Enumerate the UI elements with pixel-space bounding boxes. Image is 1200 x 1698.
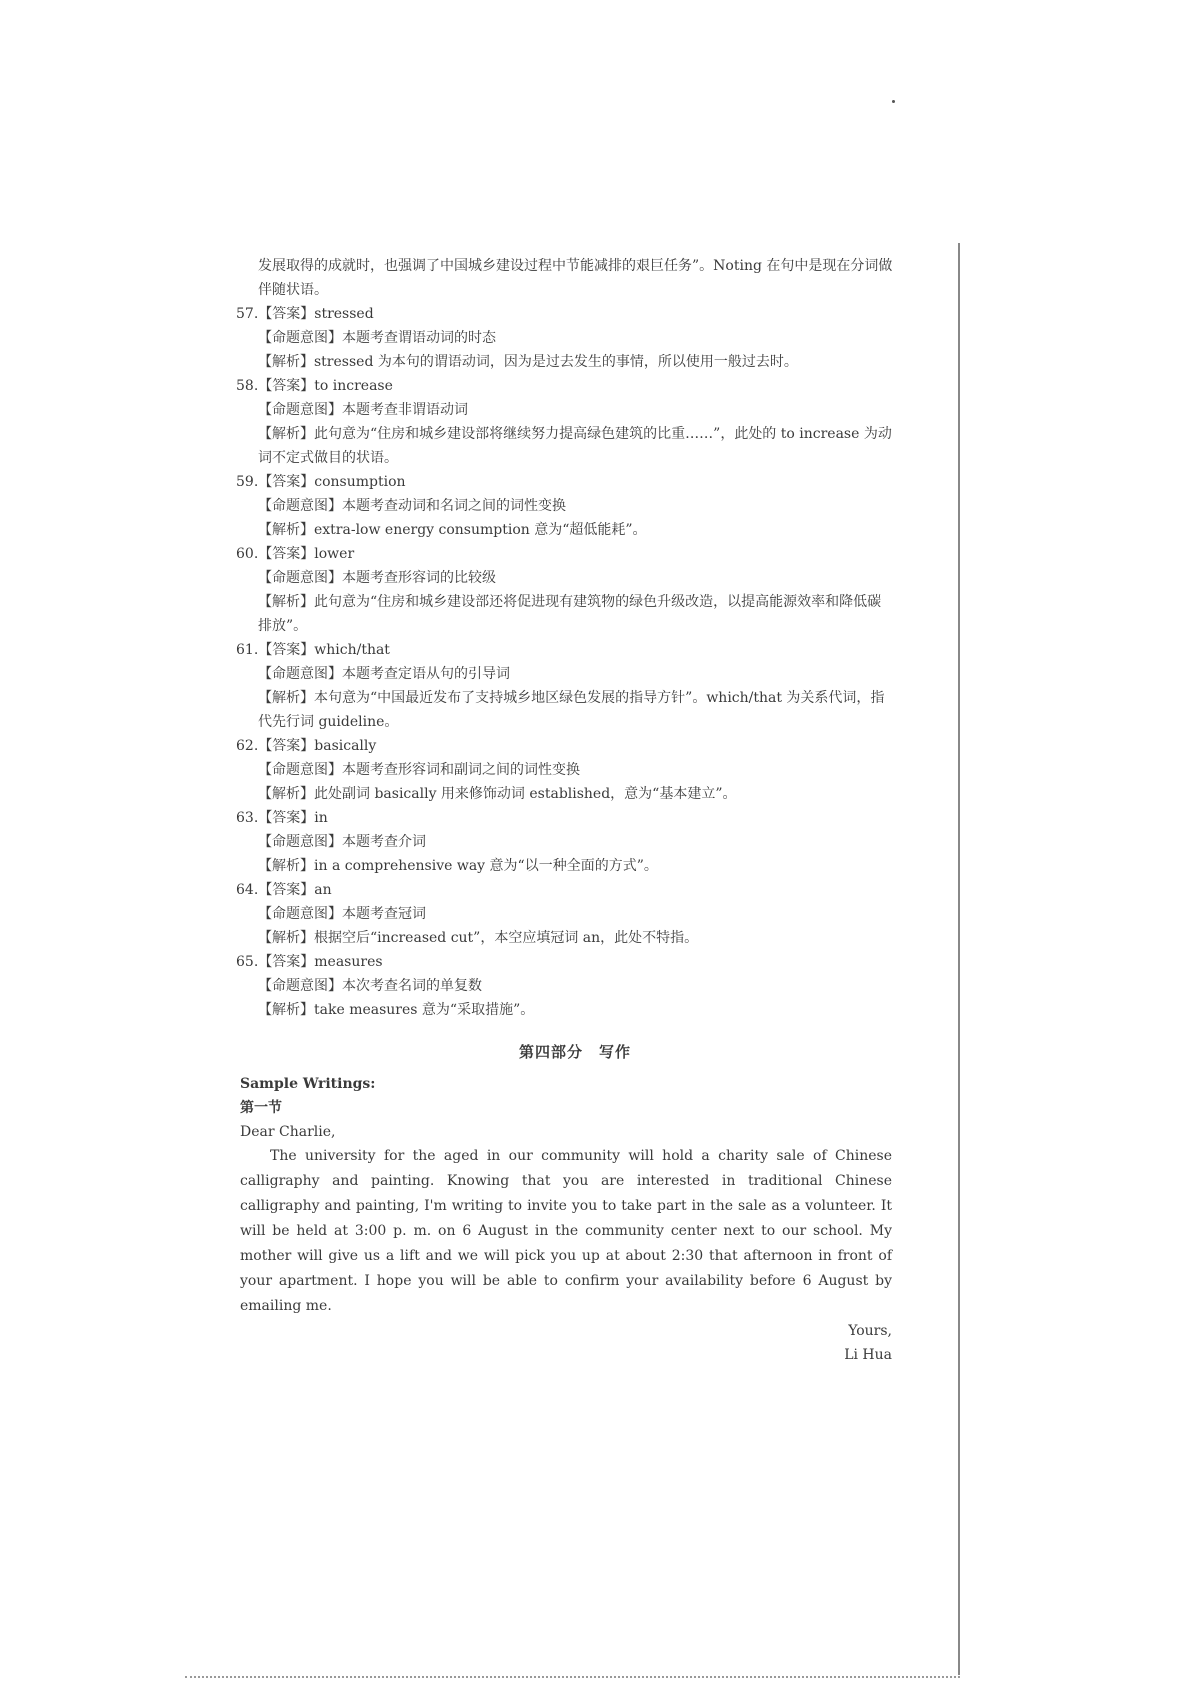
item-intent: 【命题意图】本题考查定语从句的引导词 [258, 666, 510, 682]
item-intent: 【命题意图】本题考查冠词 [258, 906, 426, 922]
item-answer: 【答案】an [258, 882, 332, 898]
item-answer: 【答案】basically [258, 738, 377, 754]
item-analysis: 【解析】本句意为“中国最近发布了支持城乡地区绿色发展的指导方针”。which/that 为关系代词，指代先行词 guideline。 [258, 690, 885, 730]
right-margin-rule [958, 243, 960, 1675]
item-answer: 【答案】stressed [258, 306, 374, 322]
item-analysis: 【解析】extra-low energy consumption 意为“超低能耗”。 [258, 522, 647, 538]
answer-item [236, 950, 892, 1022]
item-analysis: 【解析】此处副词 basically 用来修饰动词 established，意为“基本建立”。 [258, 786, 737, 802]
item-intent: 【命题意图】本题考查动词和名词之间的词性变换 [258, 498, 566, 514]
item-intent: 【命题意图】本题考查非谓语动词 [258, 402, 468, 418]
section-title: 第四部分 写作 [518, 1043, 631, 1061]
answer-item [236, 374, 892, 470]
answer-item [236, 302, 892, 374]
item-number: 58. [236, 378, 259, 394]
item-answer: 【答案】which/that [258, 642, 390, 658]
item-number: 62. [236, 738, 259, 754]
letter-closing: Yours, [848, 1323, 892, 1339]
answer-item [236, 878, 892, 950]
item-number: 64. [236, 882, 259, 898]
item-answer: 【答案】in [258, 810, 328, 826]
scan-dot [892, 100, 895, 103]
item-number: 57. [236, 306, 259, 322]
item-intent: 【命题意图】本题考查介词 [258, 834, 426, 850]
intro-line-2: 伴随状语。 [258, 282, 328, 298]
item-analysis: 【解析】in a comprehensive way 意为“以一种全面的方式”。 [258, 858, 658, 874]
item-number: 60. [236, 546, 259, 562]
answer-content [236, 254, 893, 1367]
item-analysis: 【解析】根据空后“increased cut”，本空应填冠词 an，此处不特指。 [258, 930, 699, 946]
item-analysis: 【解析】此句意为“住房和城乡建设部将继续努力提高绿色建筑的比重……”，此处的 to increase 为动词不定式做目的状语。 [258, 426, 892, 466]
answer-item [236, 542, 892, 638]
item-intent: 【命题意图】本题考查谓语动词的时态 [258, 330, 496, 346]
item-analysis: 【解析】take measures 意为“采取措施”。 [258, 1002, 535, 1018]
intro-line-1: 发展取得的成就时，也强调了中国城乡建设过程中节能减排的艰巨任务”。Noting 在句中是现在分词做 [258, 258, 893, 274]
item-intent: 【命题意图】本次考查名词的单复数 [258, 978, 482, 994]
sample-writings-label: Sample Writings: [240, 1076, 376, 1092]
item-analysis: 【解析】此句意为“住房和城乡建设部还将促进现有建筑物的绿色升级改造，以提高能源效率和降低碳排放”。 [258, 594, 882, 634]
item-answer: 【答案】measures [258, 954, 383, 970]
subsection-label: 第一节 [240, 1100, 282, 1116]
item-intent: 【命题意图】本题考查形容词和副词之间的词性变换 [258, 762, 580, 778]
answer-item [236, 806, 892, 878]
letter-salutation: Dear Charlie, [240, 1124, 336, 1140]
answer-list [236, 302, 892, 1022]
letter-body: The university for the aged in our community will hold a charity sale of Chinese calligraphy and painting. Knowing that you are interested in traditional Chinese calligraphy and painting, I'm writing to invite you to take part in the sale as a volunteer. It will be held at 3:00 p. m. on 6 August in the community center next to our school. My mother will give us a lift and we will pick you up at about 2:30 that afternoon in front of your apartment. I hope you will be able to confirm your availability before 6 August by emailing me. [240, 1148, 892, 1314]
answer-item [236, 470, 892, 542]
item-number: 65. [236, 954, 259, 970]
answer-item [236, 734, 892, 806]
letter-signature: Li Hua [844, 1347, 892, 1363]
item-number: 63. [236, 810, 259, 826]
bottom-dotted-rule [185, 1676, 960, 1678]
answer-item [236, 638, 892, 734]
item-number: 61. [236, 642, 259, 658]
item-intent: 【命题意图】本题考查形容词的比较级 [258, 570, 496, 586]
item-answer: 【答案】to increase [258, 378, 393, 394]
item-answer: 【答案】consumption [258, 474, 406, 490]
item-answer: 【答案】lower [258, 546, 355, 562]
item-analysis: 【解析】stressed 为本句的谓语动词，因为是过去发生的事情，所以使用一般过去时。 [258, 354, 798, 370]
item-number: 59. [236, 474, 259, 490]
